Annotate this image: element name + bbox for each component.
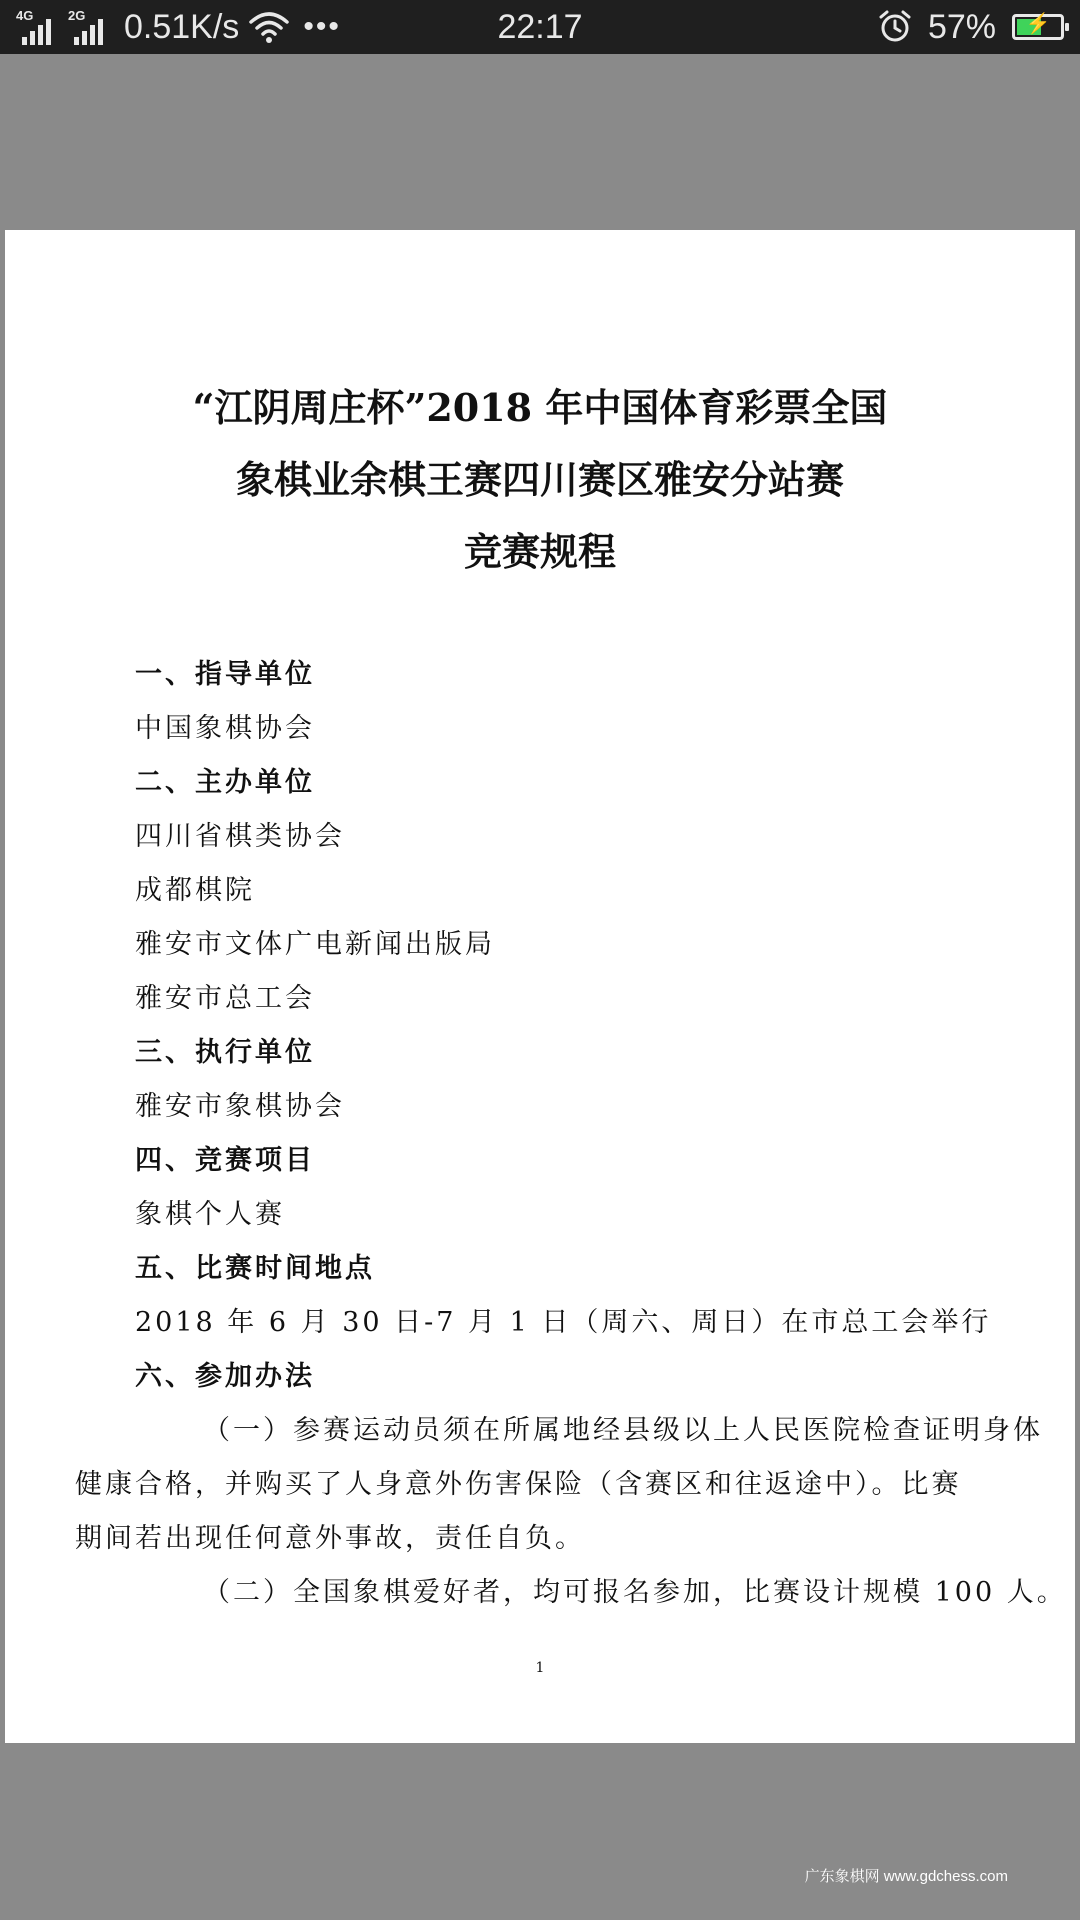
document-title [5, 372, 1075, 588]
document-page [5, 230, 1075, 1743]
body-line: 四川省棋类协会 [135, 821, 345, 852]
body-line: 雅安市象棋协会 [135, 1091, 345, 1122]
body-line: 象棋个人赛 [135, 1199, 285, 1230]
body-line: 成都棋院 [135, 875, 255, 906]
section-heading: 五、比赛时间地点 [135, 1253, 375, 1284]
battery-charging-icon [1012, 14, 1064, 40]
body-line: （二）全国象棋爱好者，均可报名参加，比赛设计规模 100 人。 [203, 1577, 1067, 1608]
status-bar [0, 0, 1080, 54]
document-body [75, 648, 1067, 1620]
more-dots-icon: ••• [303, 10, 341, 43]
body-line: 2018 年 6 月 30 日-7 月 1 日（周六、周日）在市总工会举行 [135, 1307, 992, 1338]
status-right-group [878, 0, 1064, 54]
title-line-2: 象棋业余棋王赛四川赛区雅安分站赛 [235, 457, 844, 502]
network-speed: 0.51K/s [124, 7, 240, 46]
body-line: 期间若出现任何意外事故，责任自负。 [75, 1523, 585, 1554]
signal-2g-label: 2G [68, 8, 86, 23]
battery-percent: 57% [927, 7, 996, 46]
alarm-icon [878, 10, 912, 44]
body-line: 雅安市文体广电新闻出版局 [135, 929, 495, 960]
section-heading: 六、参加办法 [135, 1361, 315, 1392]
charging-bolt-icon: ⚡ [1025, 13, 1051, 35]
body-line: 健康合格，并购买了人身意外伤害保险（含赛区和往返途中）。比赛 [75, 1469, 962, 1500]
clock: 22:17 [497, 8, 583, 46]
title-line-1: “江阴周庄杯”2018 年中国体育彩票全国 [192, 385, 888, 430]
signal-4g-label: 4G [16, 8, 34, 23]
section-heading: 一、指导单位 [135, 659, 315, 690]
title-line-3: 竞赛规程 [463, 529, 616, 574]
watermark: 广东象棋网 www.gdchess.com [804, 1868, 1008, 1885]
body-line: 中国象棋协会 [135, 713, 315, 744]
body-line: 雅安市总工会 [135, 983, 315, 1014]
section-heading: 三、执行单位 [135, 1037, 315, 1068]
body-line: （一）参赛运动员须在所属地经县级以上人民医院检查证明身体 [203, 1415, 1043, 1446]
page-number: 1 [535, 1660, 545, 1676]
section-heading: 二、主办单位 [135, 767, 315, 798]
section-heading: 四、竞赛项目 [135, 1145, 315, 1176]
